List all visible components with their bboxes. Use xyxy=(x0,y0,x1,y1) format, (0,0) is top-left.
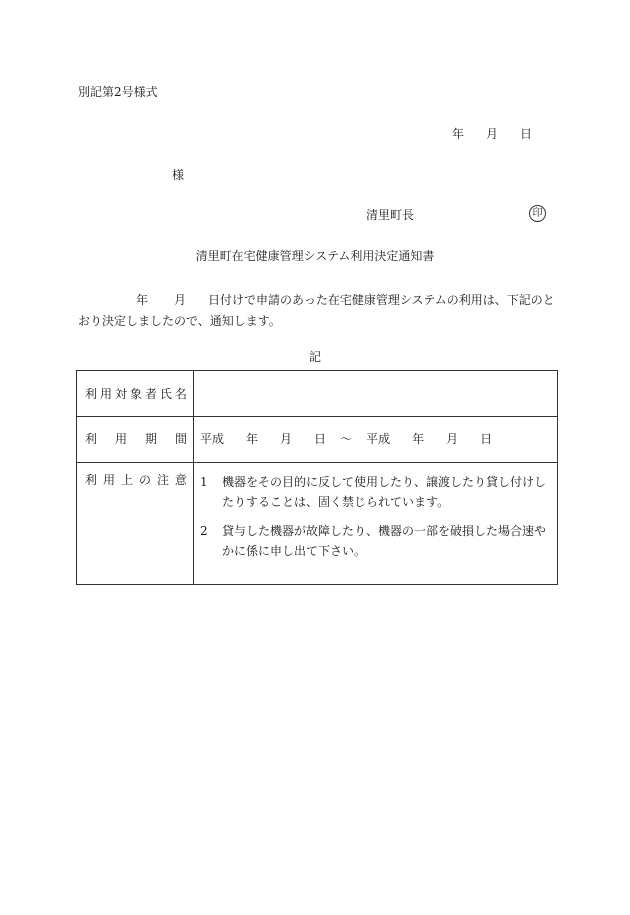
label-char: 意 xyxy=(174,473,187,487)
period-day-end: 日 xyxy=(480,432,493,446)
label-period-text xyxy=(77,431,193,447)
note-item xyxy=(200,472,553,512)
label-notes xyxy=(77,463,194,585)
period-day-start: 日 xyxy=(314,432,327,446)
body-year: 年 xyxy=(136,293,149,307)
label-char: 利 xyxy=(85,473,98,487)
date-year: 年 xyxy=(452,127,465,141)
table-row-user-name xyxy=(77,371,558,417)
label-char: 氏 xyxy=(159,387,172,401)
label-char: 間 xyxy=(174,432,187,446)
label-char: 注 xyxy=(156,473,169,487)
note-text: 貸与した機器が故障したり、機器の一部を破損した場合速やかに係に申し出て下さい。 xyxy=(222,524,547,558)
notice-body xyxy=(78,290,558,332)
note-text: 機器をその目的に反して使用したり、譲渡したり貸し付けしたりすることは、固く禁じられています。 xyxy=(222,475,547,509)
label-char: 上 xyxy=(120,473,133,487)
value-notes xyxy=(194,463,558,585)
note-number: 1 xyxy=(200,475,208,489)
form-number: 別記第2号様式 xyxy=(78,85,158,99)
details-table xyxy=(76,370,558,585)
document-title: 清里町在宅健康管理システム利用決定通知書 xyxy=(195,249,435,263)
label-char: 名 xyxy=(174,387,187,401)
body-text-line2: おり決定しましたので、通知します。 xyxy=(78,314,281,328)
value-user-name xyxy=(194,371,558,417)
seal-mark: 印 xyxy=(529,205,546,222)
label-char: 者 xyxy=(144,387,157,401)
period-year-start: 年 xyxy=(246,432,259,446)
issue-date xyxy=(452,126,532,142)
value-period xyxy=(194,417,558,463)
label-period xyxy=(77,417,194,463)
date-day: 日 xyxy=(520,127,533,141)
label-user-name-text xyxy=(77,386,193,402)
label-char: 象 xyxy=(129,387,142,401)
label-char: の xyxy=(138,473,151,487)
body-text-line1: 日付けで申請のあった在宅健康管理システムの利用は、下記のと xyxy=(208,293,555,307)
note-item xyxy=(200,521,553,561)
ki-heading: 記 xyxy=(308,350,321,364)
label-char: 用 xyxy=(114,432,127,446)
label-notes-text xyxy=(77,472,193,488)
period-month-start: 月 xyxy=(280,432,293,446)
period-tilde: ～ xyxy=(340,432,353,446)
period-month-end: 月 xyxy=(446,432,459,446)
note-number: 2 xyxy=(200,524,208,538)
notes-list xyxy=(194,463,557,561)
label-user-name xyxy=(77,371,194,417)
label-char: 用 xyxy=(102,473,115,487)
label-char: 対 xyxy=(114,387,127,401)
table-row-period xyxy=(77,417,558,463)
body-month: 月 xyxy=(174,293,187,307)
period-era-end: 平成 xyxy=(366,432,391,446)
label-char: 利 xyxy=(85,387,98,401)
period-text xyxy=(194,431,557,447)
table-row-notes xyxy=(77,463,558,585)
period-era-start: 平成 xyxy=(200,432,225,446)
label-char: 用 xyxy=(99,387,112,401)
sender-name: 清里町長 xyxy=(366,208,415,222)
label-char: 利 xyxy=(85,432,98,446)
addressee-suffix: 様 xyxy=(172,168,185,182)
label-char: 期 xyxy=(144,432,157,446)
date-month: 月 xyxy=(486,127,499,141)
period-year-end: 年 xyxy=(412,432,425,446)
